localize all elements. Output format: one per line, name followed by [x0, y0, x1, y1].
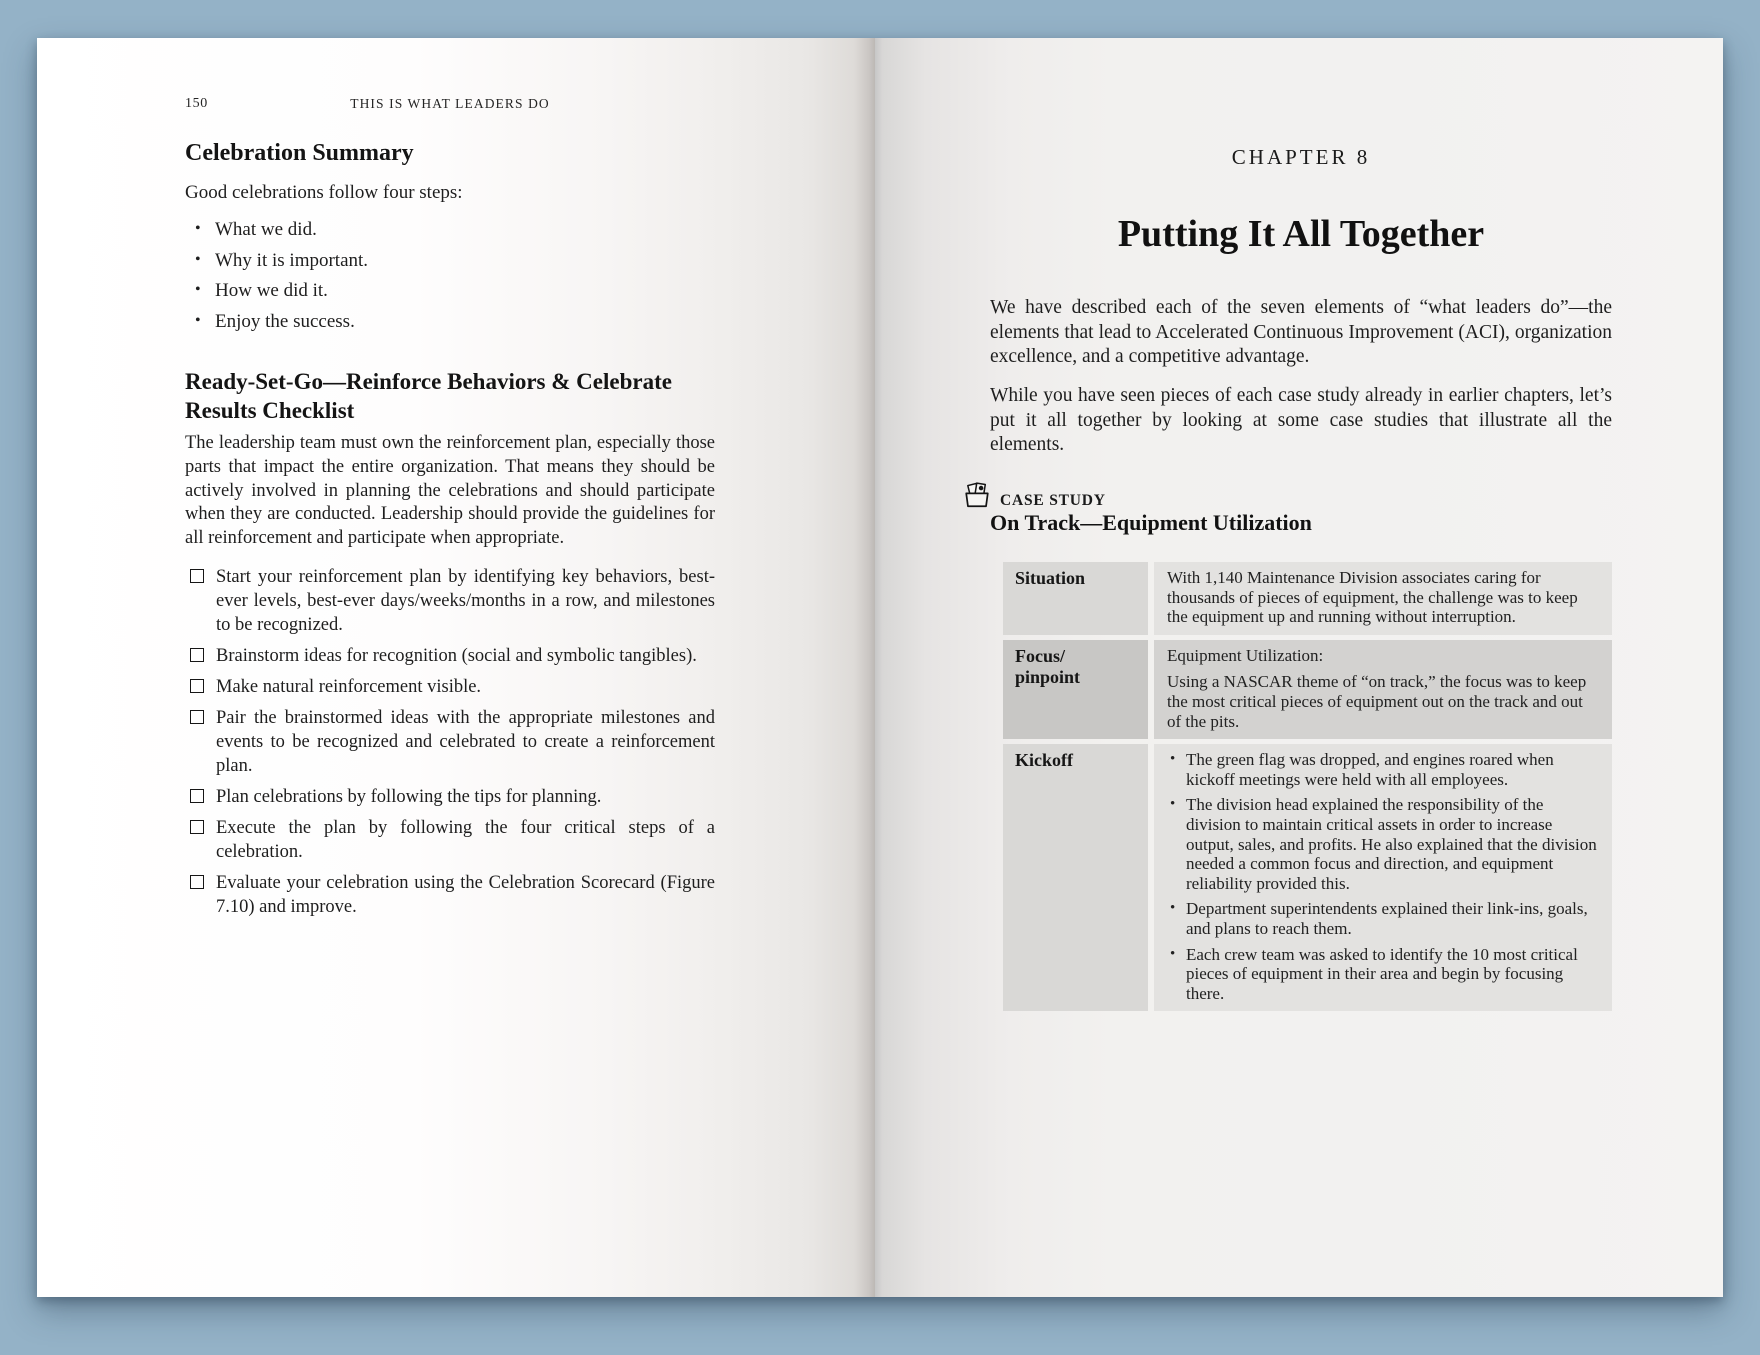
celebration-intro: Good celebrations follow four steps:	[185, 182, 463, 203]
checklist-item	[185, 675, 715, 699]
checklist-section-paragraph: The leadership team must own the reinforcement plan, especially those parts that impact the entire organization. That means they should be actively involved in planning the celebrations and should participate when they are conducted. Leadership should provide the guidelines for all reinforcement and participate when appropriate.	[185, 433, 715, 549]
checklist-item	[185, 644, 715, 668]
bullet-icon: •	[195, 250, 201, 268]
list-item-text: Enjoy the success.	[215, 310, 355, 332]
body-paragraph: While you have seen pieces of each case study already in earlier chapters, let’s put it all together by looking at some case studies that illustrate all the elements.	[990, 385, 1612, 456]
list-item-text: Why it is important.	[215, 249, 369, 271]
table-row-label	[1003, 562, 1148, 635]
checklist-item-text: Make natural reinforcement visible.	[216, 677, 482, 697]
case-study-label: CASE STUDY	[1000, 492, 1106, 509]
table-bullet-item	[1167, 750, 1600, 789]
checklist-item-text: Brainstorm ideas for recognition (social and symbolic tangibles).	[216, 646, 697, 666]
checklist-item-text: Start your reinforcement plan by identifying key behaviors, best-ever levels, best-ever days/weeks/months in a row, and milestones to be recognized.	[216, 567, 715, 635]
table-row-content	[1154, 562, 1612, 635]
checklist-item-text: Evaluate your celebration using the Celebration Scorecard (Figure 7.10) and improve.	[216, 873, 715, 917]
list-item	[185, 311, 715, 333]
checklist	[185, 565, 715, 926]
checkbox-icon	[190, 875, 204, 889]
checklist-item	[185, 816, 715, 864]
case-study-title: On Track—Equipment Utilization	[990, 510, 1312, 535]
list-item	[185, 219, 715, 241]
list-item	[185, 250, 715, 272]
bullet-icon: •	[1170, 751, 1176, 768]
celebration-summary-heading: Celebration Summary	[185, 140, 414, 166]
checklist-item-text: Execute the plan by following the four critical steps of a celebration.	[216, 818, 715, 862]
table-bullet-text: Department superintendents explained their link-ins, goals, and plans to reach them.	[1186, 899, 1588, 938]
table-row	[1003, 562, 1612, 635]
list-item	[185, 280, 715, 302]
table-bullet-item	[1167, 945, 1600, 1004]
bullet-icon: •	[1170, 900, 1176, 917]
checkbox-icon	[190, 710, 204, 724]
checkbox-icon	[190, 679, 204, 693]
bullet-icon: •	[1170, 945, 1176, 962]
body-paragraph: We have described each of the seven elements of “what leaders do”—the elements that lead to Accelerated Continuous Improvement (ACI), organization excellence, and a competitive advantage.	[990, 297, 1612, 368]
table-row-label	[1003, 744, 1148, 1011]
case-study-cards-icon	[963, 482, 991, 514]
checklist-item-text: Plan celebrations by following the tips for planning.	[216, 787, 602, 807]
table-paragraph: Using a NASCAR theme of “on track,” the focus was to keep the most critical pieces of equipment out on the track and out of the pits.	[1167, 672, 1587, 731]
case-study-table	[1003, 562, 1612, 1016]
bullet-icon: •	[195, 281, 201, 298]
table-row-label	[1003, 640, 1148, 739]
chapter-label: CHAPTER 8	[1231, 145, 1371, 169]
checklist-item	[185, 706, 715, 778]
table-row-content	[1154, 744, 1612, 1011]
book-spread	[37, 38, 1723, 1297]
bullet-icon: •	[195, 311, 201, 329]
table-row-label-line: Focus/	[1015, 645, 1066, 666]
right-page	[875, 38, 1723, 1297]
table-bullet-item	[1167, 795, 1600, 893]
bullet-icon: •	[1170, 796, 1176, 813]
table-paragraph: Equipment Utilization:	[1167, 645, 1324, 665]
table-bullet-text: The division head explained the responsibility of the division to maintain critical assets in order to increase output, sales, and profits. He also explained that the division needed a common focus and direction, and equipment reliability provided this.	[1186, 795, 1597, 893]
celebration-bullet-list	[185, 219, 715, 341]
table-row	[1003, 640, 1612, 739]
list-item-text: What we did.	[215, 219, 317, 240]
checklist-section-heading: Ready-Set-Go—Reinforce Behaviors & Celebrate Results Checklist	[185, 369, 672, 423]
checkbox-icon	[190, 820, 204, 834]
table-bullet-text: The green flag was dropped, and engines roared when kickoff meetings were held with all employees.	[1186, 750, 1554, 789]
checklist-item	[185, 785, 715, 809]
running-header: THIS IS WHAT LEADERS DO	[350, 96, 550, 111]
chapter-title: Putting It All Together	[1117, 213, 1485, 255]
checkbox-icon	[190, 648, 204, 662]
table-bullet-text: Each crew team was asked to identify the 10 most critical pieces of equipment in their area and begin by focusing there.	[1186, 944, 1578, 1003]
table-row-label-line: Situation	[1015, 568, 1086, 588]
table-row-content	[1154, 640, 1612, 739]
left-page	[37, 38, 875, 1297]
checklist-item	[185, 565, 715, 637]
checklist-item	[185, 871, 715, 919]
table-row-label-line: pinpoint	[1015, 666, 1081, 687]
checkbox-icon	[190, 789, 204, 803]
bullet-icon: •	[195, 220, 201, 237]
checkbox-icon	[190, 569, 204, 583]
table-paragraph: With 1,140 Maintenance Division associates caring for thousands of pieces of equipment, the challenge was to keep the equipment up and running without interruption.	[1167, 568, 1578, 627]
list-item-text: How we did it.	[215, 280, 328, 301]
table-row	[1003, 744, 1612, 1011]
table-row-label-line: Kickoff	[1015, 750, 1073, 771]
page-number: 150	[185, 96, 208, 111]
checklist-item-text: Pair the brainstormed ideas with the appropriate milestones and events to be recognized and celebrated to create a reinforcement plan.	[216, 708, 715, 776]
table-bullet-item	[1167, 899, 1600, 938]
left-page-header	[185, 96, 715, 112]
